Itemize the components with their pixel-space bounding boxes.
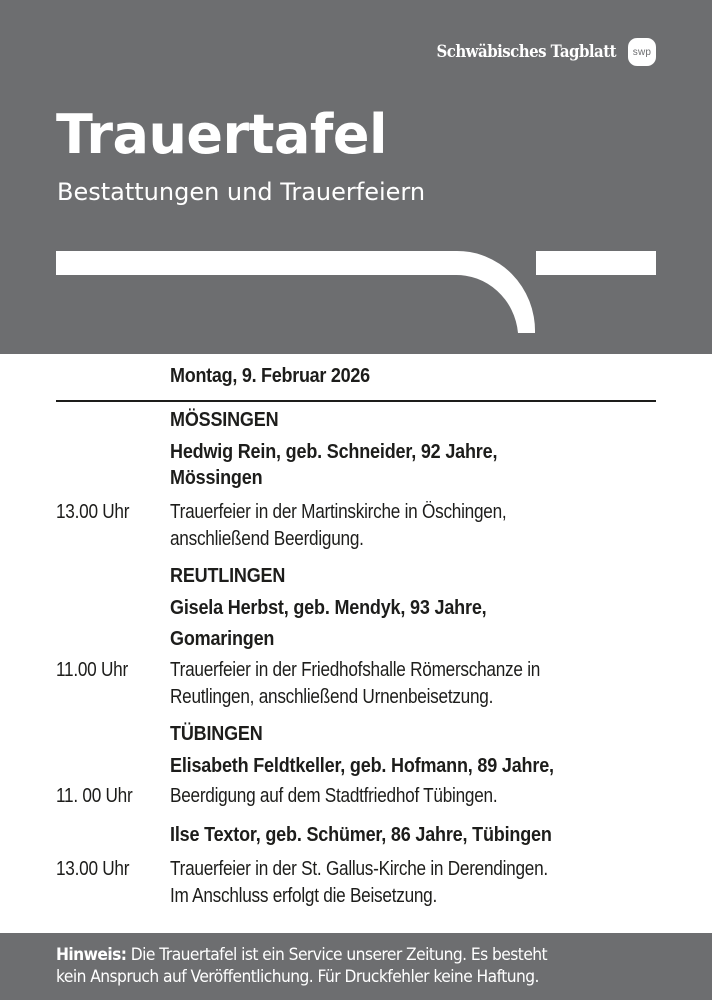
listing-date: Montag, 9. Februar 2026	[170, 365, 370, 387]
section-moessingen	[56, 405, 676, 553]
ceremony-description	[170, 657, 600, 711]
ceremony-time: 11.00 Uhr	[56, 659, 128, 681]
entry-row	[56, 657, 676, 711]
ceremony-description-line: Trauerfeier in der Friedhofshalle Römerschanze in	[170, 659, 541, 681]
section-title: REUTLINGEN	[170, 565, 286, 587]
ceremony-description-line: Beerdigung auf dem Stadtfriedhof Tübingen.	[170, 785, 498, 807]
divider	[56, 400, 656, 402]
person-name: Elisabeth Feldtkeller, geb. Hofmann, 89 Jahre,	[170, 755, 554, 777]
ceremony-description-line: Im Anschluss erfolgt die Beisetzung.	[170, 885, 438, 907]
section-title: TÜBINGEN	[170, 723, 263, 745]
ceremony-description-line: Trauerfeier in der Martinskirche in Öschingen,	[170, 501, 507, 523]
footer-notice	[0, 933, 712, 1000]
list-item	[56, 593, 676, 711]
entry-row	[56, 783, 676, 810]
person-name: Gisela Herbst, geb. Mendyk, 93 Jahre,	[170, 597, 487, 619]
person-name-cont: Mössingen	[170, 467, 263, 489]
page-subtitle: Bestattungen und Trauerfeiern	[57, 178, 426, 206]
ceremony-description-line: Reutlingen, anschließend Urnenbeisetzung.	[170, 686, 494, 708]
decorative-path-graphic	[0, 0, 712, 354]
disclaimer-line-2: kein Anspruch auf Veröffentlichung. Für Druckfehler keine Haftung.	[56, 967, 539, 986]
brand-name: Schwäbisches Tagblatt	[436, 42, 616, 62]
person-name: Ilse Textor, geb. Schümer, 86 Jahre, Tübingen	[170, 824, 552, 846]
obituary-listings	[56, 405, 676, 910]
section-title: MÖSSINGEN	[170, 409, 279, 431]
list-item	[56, 820, 676, 910]
disclaimer-label: Hinweis:	[56, 945, 127, 964]
person-name: Hedwig Rein, geb. Schneider, 92 Jahre,	[170, 441, 498, 463]
disclaimer-line-1: Die Trauertafel ist ein Service unserer Zeitung. Es besteht	[130, 945, 548, 964]
person-name-cont: Gomaringen	[170, 628, 275, 650]
header-banner	[0, 0, 712, 354]
ceremony-description	[170, 499, 561, 553]
disclaimer-text	[56, 944, 547, 988]
ceremony-description-line: anschließend Beerdigung.	[170, 528, 364, 550]
page-title: Trauertafel	[56, 103, 388, 166]
section-reutlingen	[56, 561, 676, 711]
list-item	[56, 751, 676, 810]
entry-row	[56, 499, 676, 553]
section-tuebingen	[56, 719, 676, 910]
ceremony-description	[170, 783, 551, 810]
ceremony-description	[170, 856, 609, 910]
ceremony-time: 13.00 Uhr	[56, 858, 130, 880]
entry-row	[56, 856, 676, 910]
ceremony-description-line: Trauerfeier in der St. Gallus-Kirche in Derendingen.	[170, 858, 548, 880]
list-item	[56, 439, 676, 553]
ceremony-time: 11. 00 Uhr	[56, 785, 133, 807]
ceremony-time: 13.00 Uhr	[56, 501, 130, 523]
swp-logo-icon: swp	[628, 38, 656, 66]
